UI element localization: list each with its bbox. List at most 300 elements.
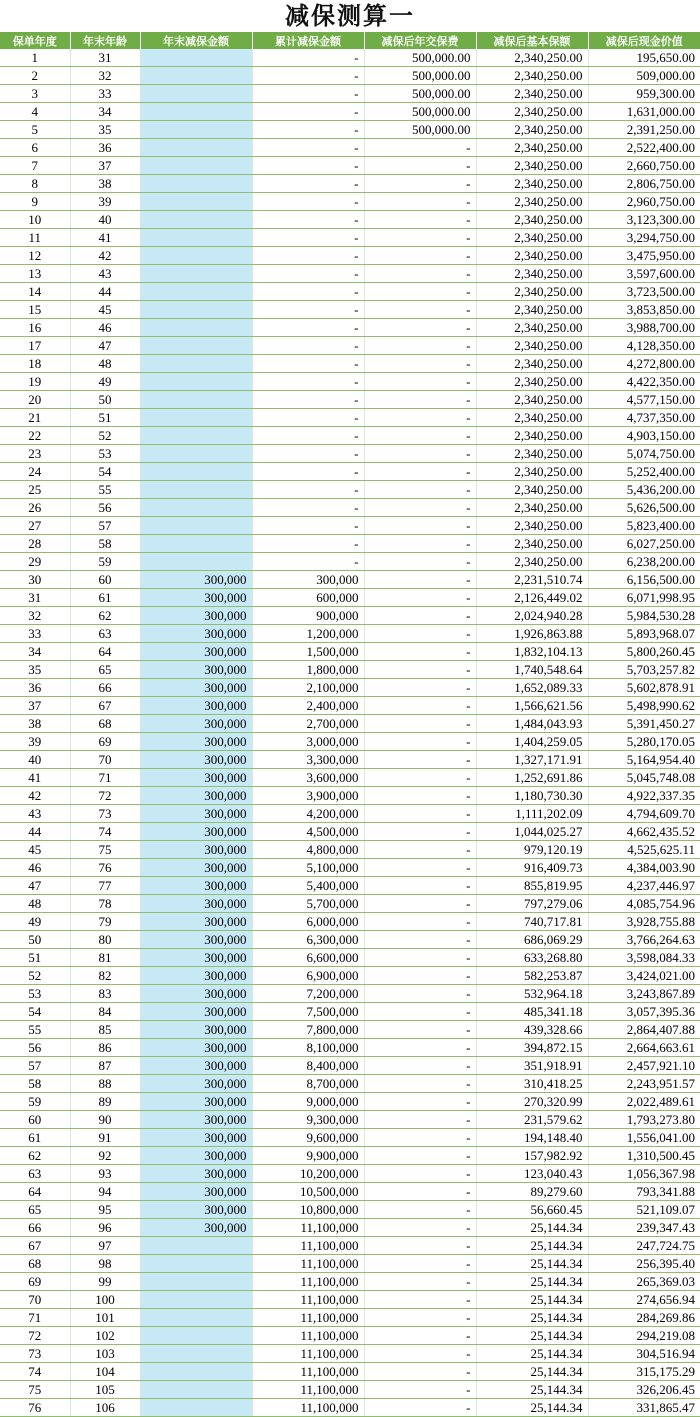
basic-sum-cell: 1,832,104.13 xyxy=(476,643,588,661)
age-cell: 105 xyxy=(70,1381,140,1399)
policy-year-cell: 47 xyxy=(0,877,70,895)
cash-value-cell: 331,865.47 xyxy=(588,1399,700,1417)
table-row xyxy=(0,319,700,337)
table-row xyxy=(0,697,700,715)
cumulative-reduction-cell: 6,000,000 xyxy=(252,913,364,931)
basic-sum-cell: 231,579.62 xyxy=(476,1111,588,1129)
basic-sum-cell: 1,327,171.91 xyxy=(476,751,588,769)
cumulative-reduction-cell: 11,100,000 xyxy=(252,1309,364,1327)
table-row xyxy=(0,337,700,355)
cash-value-cell: 3,424,021.00 xyxy=(588,967,700,985)
cumulative-reduction-cell: 7,800,000 xyxy=(252,1021,364,1039)
age-cell: 35 xyxy=(70,121,140,139)
cumulative-reduction-cell: 8,700,000 xyxy=(252,1075,364,1093)
cumulative-reduction-cell: 9,600,000 xyxy=(252,1129,364,1147)
basic-sum-cell: 2,340,250.00 xyxy=(476,535,588,553)
basic-sum-cell: 2,340,250.00 xyxy=(476,553,588,571)
cumulative-reduction-cell: 2,700,000 xyxy=(252,715,364,733)
policy-year-cell: 11 xyxy=(0,229,70,247)
table-row xyxy=(0,229,700,247)
annual-premium-cell: - xyxy=(364,1255,476,1273)
basic-sum-cell: 2,340,250.00 xyxy=(476,409,588,427)
age-cell: 66 xyxy=(70,679,140,697)
annual-premium-cell: - xyxy=(364,895,476,913)
header-policy-year: 保单年度 xyxy=(0,32,70,49)
annual-premium-cell: - xyxy=(364,463,476,481)
age-cell: 43 xyxy=(70,265,140,283)
annual-premium-cell: - xyxy=(364,1003,476,1021)
table-row xyxy=(0,571,700,589)
basic-sum-cell: 2,340,250.00 xyxy=(476,121,588,139)
cumulative-reduction-cell: - xyxy=(252,157,364,175)
annual-reduction-cell: 300,000 xyxy=(140,661,252,679)
age-cell: 102 xyxy=(70,1327,140,1345)
annual-reduction-cell: 300,000 xyxy=(140,1165,252,1183)
cash-value-cell: 4,577,150.00 xyxy=(588,391,700,409)
table-row xyxy=(0,1363,700,1381)
cash-value-cell: 2,522,400.00 xyxy=(588,139,700,157)
cash-value-cell: 3,597,600.00 xyxy=(588,265,700,283)
annual-premium-cell: - xyxy=(364,985,476,1003)
age-cell: 77 xyxy=(70,877,140,895)
header-cash-value: 减保后现金价值 xyxy=(588,32,700,49)
cumulative-reduction-cell: 6,300,000 xyxy=(252,931,364,949)
cumulative-reduction-cell: 5,700,000 xyxy=(252,895,364,913)
annual-reduction-cell xyxy=(140,499,252,517)
table-row xyxy=(0,643,700,661)
table-row xyxy=(0,733,700,751)
annual-premium-cell: - xyxy=(364,913,476,931)
policy-year-cell: 57 xyxy=(0,1057,70,1075)
basic-sum-cell: 797,279.06 xyxy=(476,895,588,913)
annual-premium-cell: - xyxy=(364,1345,476,1363)
age-cell: 74 xyxy=(70,823,140,841)
annual-reduction-cell xyxy=(140,553,252,571)
annual-premium-cell: - xyxy=(364,1309,476,1327)
table-row xyxy=(0,1273,700,1291)
header-age: 年末年龄 xyxy=(70,32,140,49)
policy-year-cell: 3 xyxy=(0,85,70,103)
annual-reduction-cell: 300,000 xyxy=(140,697,252,715)
cumulative-reduction-cell: - xyxy=(252,49,364,67)
cumulative-reduction-cell: 4,200,000 xyxy=(252,805,364,823)
cash-value-cell: 2,022,489.61 xyxy=(588,1093,700,1111)
age-cell: 63 xyxy=(70,625,140,643)
policy-year-cell: 50 xyxy=(0,931,70,949)
cumulative-reduction-cell: 11,100,000 xyxy=(252,1363,364,1381)
cumulative-reduction-cell: 2,400,000 xyxy=(252,697,364,715)
basic-sum-cell: 25,144.34 xyxy=(476,1327,588,1345)
cumulative-reduction-cell: - xyxy=(252,499,364,517)
annual-reduction-cell: 300,000 xyxy=(140,1021,252,1039)
policy-year-cell: 44 xyxy=(0,823,70,841)
cumulative-reduction-cell: - xyxy=(252,427,364,445)
annual-reduction-cell xyxy=(140,445,252,463)
age-cell: 38 xyxy=(70,175,140,193)
annual-reduction-cell xyxy=(140,283,252,301)
age-cell: 42 xyxy=(70,247,140,265)
table-row xyxy=(0,517,700,535)
basic-sum-cell: 25,144.34 xyxy=(476,1309,588,1327)
cash-value-cell: 6,071,998.95 xyxy=(588,589,700,607)
cash-value-cell: 5,280,170.05 xyxy=(588,733,700,751)
policy-year-cell: 25 xyxy=(0,481,70,499)
basic-sum-cell: 686,069.29 xyxy=(476,931,588,949)
policy-year-cell: 68 xyxy=(0,1255,70,1273)
cash-value-cell: 4,525,625.11 xyxy=(588,841,700,859)
annual-reduction-cell: 300,000 xyxy=(140,679,252,697)
annual-premium-cell: - xyxy=(364,625,476,643)
table-row xyxy=(0,463,700,481)
annual-premium-cell: - xyxy=(364,265,476,283)
annual-premium-cell: - xyxy=(364,553,476,571)
table-row xyxy=(0,679,700,697)
cash-value-cell: 3,123,300.00 xyxy=(588,211,700,229)
age-cell: 98 xyxy=(70,1255,140,1273)
annual-premium-cell: - xyxy=(364,301,476,319)
policy-year-cell: 4 xyxy=(0,103,70,121)
cumulative-reduction-cell: - xyxy=(252,517,364,535)
age-cell: 69 xyxy=(70,733,140,751)
annual-reduction-cell: 300,000 xyxy=(140,841,252,859)
cash-value-cell: 5,252,400.00 xyxy=(588,463,700,481)
table-row xyxy=(0,1111,700,1129)
table-row xyxy=(0,1309,700,1327)
basic-sum-cell: 270,320.99 xyxy=(476,1093,588,1111)
annual-premium-cell: 500,000.00 xyxy=(364,103,476,121)
annual-reduction-cell: 300,000 xyxy=(140,1111,252,1129)
cumulative-reduction-cell: 11,100,000 xyxy=(252,1219,364,1237)
basic-sum-cell: 25,144.34 xyxy=(476,1255,588,1273)
annual-reduction-cell xyxy=(140,139,252,157)
annual-premium-cell: - xyxy=(364,499,476,517)
annual-reduction-cell xyxy=(140,229,252,247)
age-cell: 37 xyxy=(70,157,140,175)
age-cell: 75 xyxy=(70,841,140,859)
annual-reduction-cell: 300,000 xyxy=(140,625,252,643)
cash-value-cell: 284,269.86 xyxy=(588,1309,700,1327)
table-row xyxy=(0,1201,700,1219)
header-annual-premium: 减保后年交保费 xyxy=(364,32,476,49)
cash-value-cell: 304,516.94 xyxy=(588,1345,700,1363)
table-row xyxy=(0,49,700,67)
basic-sum-cell: 2,340,250.00 xyxy=(476,391,588,409)
cash-value-cell: 959,300.00 xyxy=(588,85,700,103)
basic-sum-cell: 855,819.95 xyxy=(476,877,588,895)
basic-sum-cell: 1,566,621.56 xyxy=(476,697,588,715)
policy-year-cell: 59 xyxy=(0,1093,70,1111)
age-cell: 57 xyxy=(70,517,140,535)
basic-sum-cell: 2,340,250.00 xyxy=(476,211,588,229)
table-row xyxy=(0,265,700,283)
policy-year-cell: 17 xyxy=(0,337,70,355)
annual-premium-cell: - xyxy=(364,1399,476,1417)
age-cell: 56 xyxy=(70,499,140,517)
table-row xyxy=(0,1219,700,1237)
policy-year-cell: 13 xyxy=(0,265,70,283)
age-cell: 73 xyxy=(70,805,140,823)
annual-premium-cell: - xyxy=(364,1291,476,1309)
age-cell: 64 xyxy=(70,643,140,661)
annual-reduction-cell xyxy=(140,265,252,283)
annual-reduction-cell: 300,000 xyxy=(140,805,252,823)
age-cell: 80 xyxy=(70,931,140,949)
annual-reduction-cell: 300,000 xyxy=(140,1003,252,1021)
age-cell: 34 xyxy=(70,103,140,121)
basic-sum-cell: 439,328.66 xyxy=(476,1021,588,1039)
cumulative-reduction-cell: 8,100,000 xyxy=(252,1039,364,1057)
cash-value-cell: 1,310,500.45 xyxy=(588,1147,700,1165)
age-cell: 45 xyxy=(70,301,140,319)
age-cell: 33 xyxy=(70,85,140,103)
table-row xyxy=(0,445,700,463)
age-cell: 60 xyxy=(70,571,140,589)
policy-year-cell: 74 xyxy=(0,1363,70,1381)
annual-reduction-cell: 300,000 xyxy=(140,571,252,589)
annual-premium-cell: - xyxy=(364,1111,476,1129)
table-row xyxy=(0,607,700,625)
policy-year-cell: 51 xyxy=(0,949,70,967)
annual-reduction-cell: 300,000 xyxy=(140,589,252,607)
header-row xyxy=(0,32,700,49)
basic-sum-cell: 25,144.34 xyxy=(476,1345,588,1363)
cash-value-cell: 315,175.29 xyxy=(588,1363,700,1381)
annual-reduction-cell: 300,000 xyxy=(140,769,252,787)
basic-sum-cell: 2,340,250.00 xyxy=(476,355,588,373)
cash-value-cell: 3,988,700.00 xyxy=(588,319,700,337)
policy-year-cell: 66 xyxy=(0,1219,70,1237)
table-row xyxy=(0,1255,700,1273)
policy-year-cell: 46 xyxy=(0,859,70,877)
age-cell: 104 xyxy=(70,1363,140,1381)
annual-premium-cell: - xyxy=(364,1129,476,1147)
annual-reduction-cell xyxy=(140,463,252,481)
cash-value-cell: 5,164,954.40 xyxy=(588,751,700,769)
cash-value-cell: 5,893,968.07 xyxy=(588,625,700,643)
annual-reduction-cell: 300,000 xyxy=(140,967,252,985)
annual-premium-cell: - xyxy=(364,1183,476,1201)
age-cell: 71 xyxy=(70,769,140,787)
basic-sum-cell: 25,144.34 xyxy=(476,1291,588,1309)
cumulative-reduction-cell: - xyxy=(252,283,364,301)
annual-reduction-cell: 300,000 xyxy=(140,1201,252,1219)
cash-value-cell: 2,243,951.57 xyxy=(588,1075,700,1093)
basic-sum-cell: 2,340,250.00 xyxy=(476,85,588,103)
cumulative-reduction-cell: - xyxy=(252,193,364,211)
cumulative-reduction-cell: - xyxy=(252,265,364,283)
annual-premium-cell: - xyxy=(364,1201,476,1219)
annual-premium-cell: - xyxy=(364,211,476,229)
annual-reduction-cell xyxy=(140,337,252,355)
policy-year-cell: 38 xyxy=(0,715,70,733)
cash-value-cell: 4,794,609.70 xyxy=(588,805,700,823)
annual-reduction-cell xyxy=(140,1237,252,1255)
policy-year-cell: 40 xyxy=(0,751,70,769)
cash-value-cell: 3,723,500.00 xyxy=(588,283,700,301)
annual-reduction-cell xyxy=(140,1255,252,1273)
table-row xyxy=(0,1021,700,1039)
annual-premium-cell: - xyxy=(364,1237,476,1255)
table-row xyxy=(0,1057,700,1075)
header-basic-sum: 减保后基本保额 xyxy=(476,32,588,49)
annual-premium-cell: 500,000.00 xyxy=(364,49,476,67)
header-cumulative-reduction: 累计减保金额 xyxy=(252,32,364,49)
annual-premium-cell: - xyxy=(364,643,476,661)
table-row xyxy=(0,373,700,391)
policy-year-cell: 53 xyxy=(0,985,70,1003)
policy-year-cell: 1 xyxy=(0,49,70,67)
table-row xyxy=(0,985,700,1003)
basic-sum-cell: 2,340,250.00 xyxy=(476,193,588,211)
age-cell: 106 xyxy=(70,1399,140,1417)
basic-sum-cell: 2,340,250.00 xyxy=(476,67,588,85)
cash-value-cell: 195,650.00 xyxy=(588,49,700,67)
policy-year-cell: 64 xyxy=(0,1183,70,1201)
basic-sum-cell: 2,340,250.00 xyxy=(476,283,588,301)
basic-sum-cell: 1,484,043.93 xyxy=(476,715,588,733)
policy-year-cell: 19 xyxy=(0,373,70,391)
table-row xyxy=(0,535,700,553)
table-row xyxy=(0,157,700,175)
table-row xyxy=(0,769,700,787)
policy-year-cell: 48 xyxy=(0,895,70,913)
table-row xyxy=(0,1129,700,1147)
cumulative-reduction-cell: 2,100,000 xyxy=(252,679,364,697)
cash-value-cell: 509,000.00 xyxy=(588,67,700,85)
basic-sum-cell: 394,872.15 xyxy=(476,1039,588,1057)
table-row xyxy=(0,967,700,985)
annual-reduction-cell xyxy=(140,1363,252,1381)
basic-sum-cell: 485,341.18 xyxy=(476,1003,588,1021)
table-row xyxy=(0,391,700,409)
policy-year-cell: 27 xyxy=(0,517,70,535)
table-row xyxy=(0,211,700,229)
age-cell: 79 xyxy=(70,913,140,931)
annual-reduction-cell xyxy=(140,517,252,535)
annual-premium-cell: - xyxy=(364,427,476,445)
cash-value-cell: 4,272,800.00 xyxy=(588,355,700,373)
age-cell: 81 xyxy=(70,949,140,967)
annual-reduction-cell: 300,000 xyxy=(140,1075,252,1093)
table-row xyxy=(0,553,700,571)
cumulative-reduction-cell: 11,100,000 xyxy=(252,1381,364,1399)
policy-year-cell: 56 xyxy=(0,1039,70,1057)
cumulative-reduction-cell: 900,000 xyxy=(252,607,364,625)
table-row xyxy=(0,301,700,319)
age-cell: 44 xyxy=(70,283,140,301)
age-cell: 78 xyxy=(70,895,140,913)
age-cell: 46 xyxy=(70,319,140,337)
basic-sum-cell: 2,340,250.00 xyxy=(476,463,588,481)
cash-value-cell: 5,074,750.00 xyxy=(588,445,700,463)
annual-premium-cell: - xyxy=(364,805,476,823)
annual-premium-cell: - xyxy=(364,697,476,715)
table-row xyxy=(0,499,700,517)
annual-premium-cell: - xyxy=(364,733,476,751)
annual-premium-cell: - xyxy=(364,1039,476,1057)
table-row xyxy=(0,427,700,445)
policy-year-cell: 22 xyxy=(0,427,70,445)
policy-year-cell: 23 xyxy=(0,445,70,463)
policy-year-cell: 8 xyxy=(0,175,70,193)
policy-year-cell: 58 xyxy=(0,1075,70,1093)
policy-year-cell: 10 xyxy=(0,211,70,229)
basic-sum-cell: 25,144.34 xyxy=(476,1399,588,1417)
age-cell: 40 xyxy=(70,211,140,229)
annual-reduction-cell xyxy=(140,409,252,427)
age-cell: 100 xyxy=(70,1291,140,1309)
policy-year-cell: 65 xyxy=(0,1201,70,1219)
annual-premium-cell: - xyxy=(364,877,476,895)
cumulative-reduction-cell: - xyxy=(252,121,364,139)
cumulative-reduction-cell: 11,100,000 xyxy=(252,1399,364,1417)
annual-premium-cell: - xyxy=(364,769,476,787)
cumulative-reduction-cell: 10,200,000 xyxy=(252,1165,364,1183)
annual-premium-cell: - xyxy=(364,859,476,877)
annual-reduction-cell: 300,000 xyxy=(140,859,252,877)
annual-premium-cell: - xyxy=(364,391,476,409)
annual-premium-cell: - xyxy=(364,679,476,697)
policy-year-cell: 30 xyxy=(0,571,70,589)
policy-year-cell: 54 xyxy=(0,1003,70,1021)
basic-sum-cell: 2,024,940.28 xyxy=(476,607,588,625)
basic-sum-cell: 25,144.34 xyxy=(476,1219,588,1237)
cumulative-reduction-cell: 6,600,000 xyxy=(252,949,364,967)
annual-premium-cell: - xyxy=(364,409,476,427)
basic-sum-cell: 2,340,250.00 xyxy=(476,157,588,175)
annual-premium-cell: - xyxy=(364,535,476,553)
basic-sum-cell: 582,253.87 xyxy=(476,967,588,985)
table-row xyxy=(0,409,700,427)
cash-value-cell: 3,598,084.33 xyxy=(588,949,700,967)
policy-year-cell: 20 xyxy=(0,391,70,409)
basic-sum-cell: 2,340,250.00 xyxy=(476,139,588,157)
basic-sum-cell: 1,252,691.86 xyxy=(476,769,588,787)
cash-value-cell: 2,457,921.10 xyxy=(588,1057,700,1075)
cumulative-reduction-cell: 10,800,000 xyxy=(252,1201,364,1219)
age-cell: 49 xyxy=(70,373,140,391)
cumulative-reduction-cell: - xyxy=(252,391,364,409)
annual-reduction-cell xyxy=(140,1327,252,1345)
annual-premium-cell: - xyxy=(364,1219,476,1237)
age-cell: 50 xyxy=(70,391,140,409)
age-cell: 89 xyxy=(70,1093,140,1111)
annual-premium-cell: - xyxy=(364,1327,476,1345)
annual-reduction-cell xyxy=(140,211,252,229)
cumulative-reduction-cell: - xyxy=(252,301,364,319)
basic-sum-cell: 123,040.43 xyxy=(476,1165,588,1183)
age-cell: 47 xyxy=(70,337,140,355)
age-cell: 76 xyxy=(70,859,140,877)
header-annual-reduction: 年末减保金额 xyxy=(140,32,252,49)
cumulative-reduction-cell: - xyxy=(252,481,364,499)
table-row xyxy=(0,481,700,499)
annual-reduction-cell xyxy=(140,157,252,175)
cumulative-reduction-cell: - xyxy=(252,211,364,229)
cash-value-cell: 4,085,754.96 xyxy=(588,895,700,913)
table-row xyxy=(0,625,700,643)
cash-value-cell: 6,156,500.00 xyxy=(588,571,700,589)
cumulative-reduction-cell: - xyxy=(252,85,364,103)
table-row xyxy=(0,787,700,805)
policy-year-cell: 45 xyxy=(0,841,70,859)
basic-sum-cell: 351,918.91 xyxy=(476,1057,588,1075)
age-cell: 32 xyxy=(70,67,140,85)
annual-reduction-cell xyxy=(140,1309,252,1327)
basic-sum-cell: 1,111,202.09 xyxy=(476,805,588,823)
age-cell: 52 xyxy=(70,427,140,445)
age-cell: 68 xyxy=(70,715,140,733)
